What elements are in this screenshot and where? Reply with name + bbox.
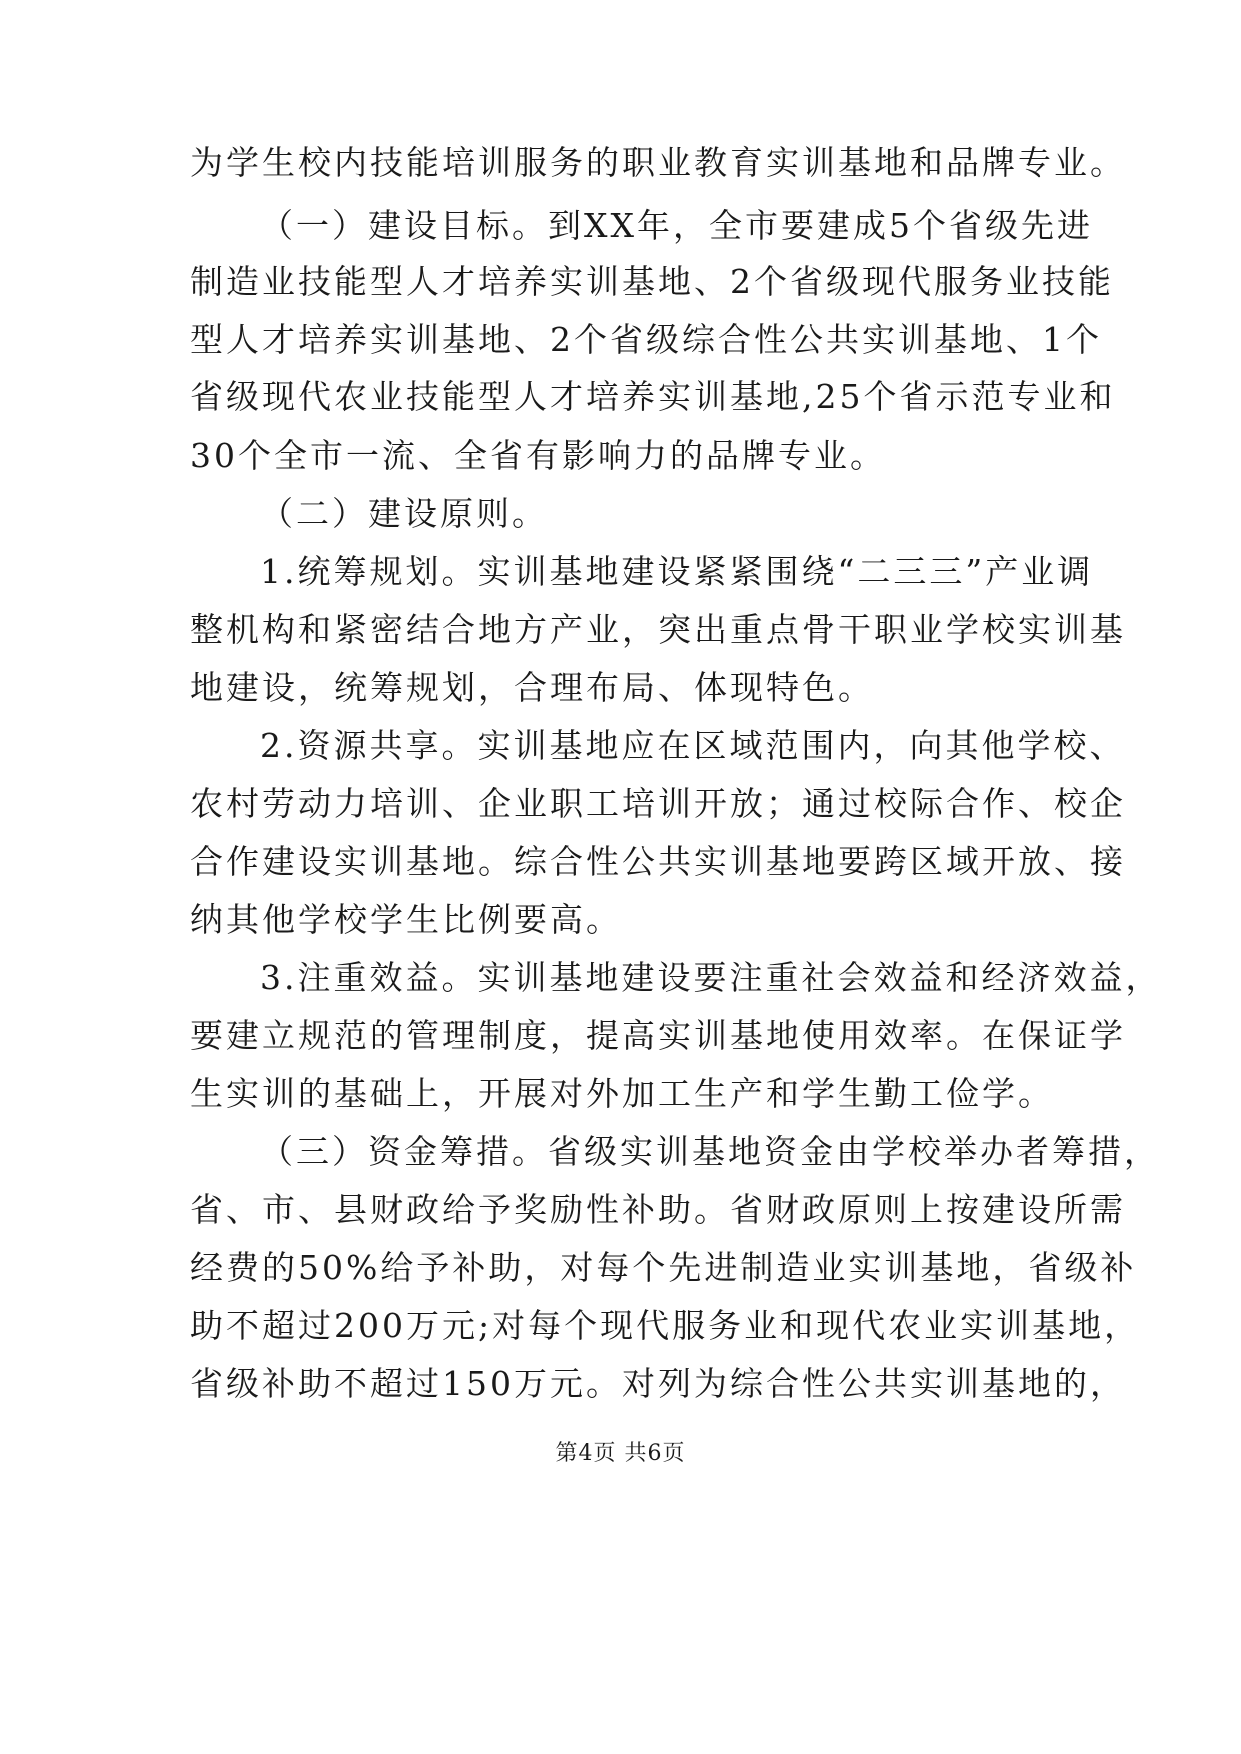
text-line: 制造业技能型人才培养实训基地、2个省级现代服务业技能 — [190, 262, 1114, 301]
text-line: 30个全市一流、全省有影响力的品牌专业。 — [190, 436, 886, 475]
text-line: （三）资金筹措。省级实训基地资金由学校举办者筹措， — [260, 1132, 1160, 1171]
text-line: 经费的50%给予补助，对每个先进制造业实训基地，省级补 — [190, 1248, 1137, 1287]
text-line: 要建立规范的管理制度，提高实训基地使用效率。在保证学 — [190, 1016, 1126, 1055]
text-line: 省级补助不超过150万元。对列为综合性公共实训基地的， — [190, 1364, 1126, 1403]
text-line: 1.统筹规划。实训基地建设紧紧围绕“二三三”产业调 — [260, 552, 1094, 591]
text-line: 整机构和紧密结合地方产业，突出重点骨干职业学校实训基 — [190, 610, 1126, 649]
page-number-footer: 第4页 共6页 — [555, 1441, 686, 1466]
text-line: 2.资源共享。实训基地应在区域范围内，向其他学校、 — [260, 726, 1126, 765]
text-line: 纳其他学校学生比例要高。 — [190, 900, 622, 939]
text-line: 地建设，统筹规划，合理布局、体现特色。 — [190, 668, 874, 707]
text-line: 合作建设实训基地。综合性公共实训基地要跨区域开放、接 — [190, 842, 1126, 881]
text-line: （二）建设原则。 — [260, 494, 548, 533]
text-line: 省、市、县财政给予奖励性补助。省财政原则上按建设所需 — [190, 1190, 1126, 1229]
text-line: 生实训的基础上，开展对外加工生产和学生勤工俭学。 — [190, 1074, 1054, 1113]
text-line: 型人才培养实训基地、2个省级综合性公共实训基地、1个 — [190, 320, 1102, 359]
text-line: 省级现代农业技能型人才培养实训基地,25个省示范专业和 — [190, 377, 1116, 416]
text-line: 为学生校内技能培训服务的职业教育实训基地和品牌专业。 — [190, 143, 1126, 182]
text-line: 3.注重效益。实训基地建设要注重社会效益和经济效益， — [260, 958, 1162, 997]
text-line: 助不超过200万元;对每个现代服务业和现代农业实训基地， — [190, 1306, 1141, 1345]
text-line: 农村劳动力培训、企业职工培训开放；通过校际合作、校企 — [190, 784, 1126, 823]
text-line: （一）建设目标。到XX年，全市要建成5个省级先进 — [260, 206, 1093, 245]
